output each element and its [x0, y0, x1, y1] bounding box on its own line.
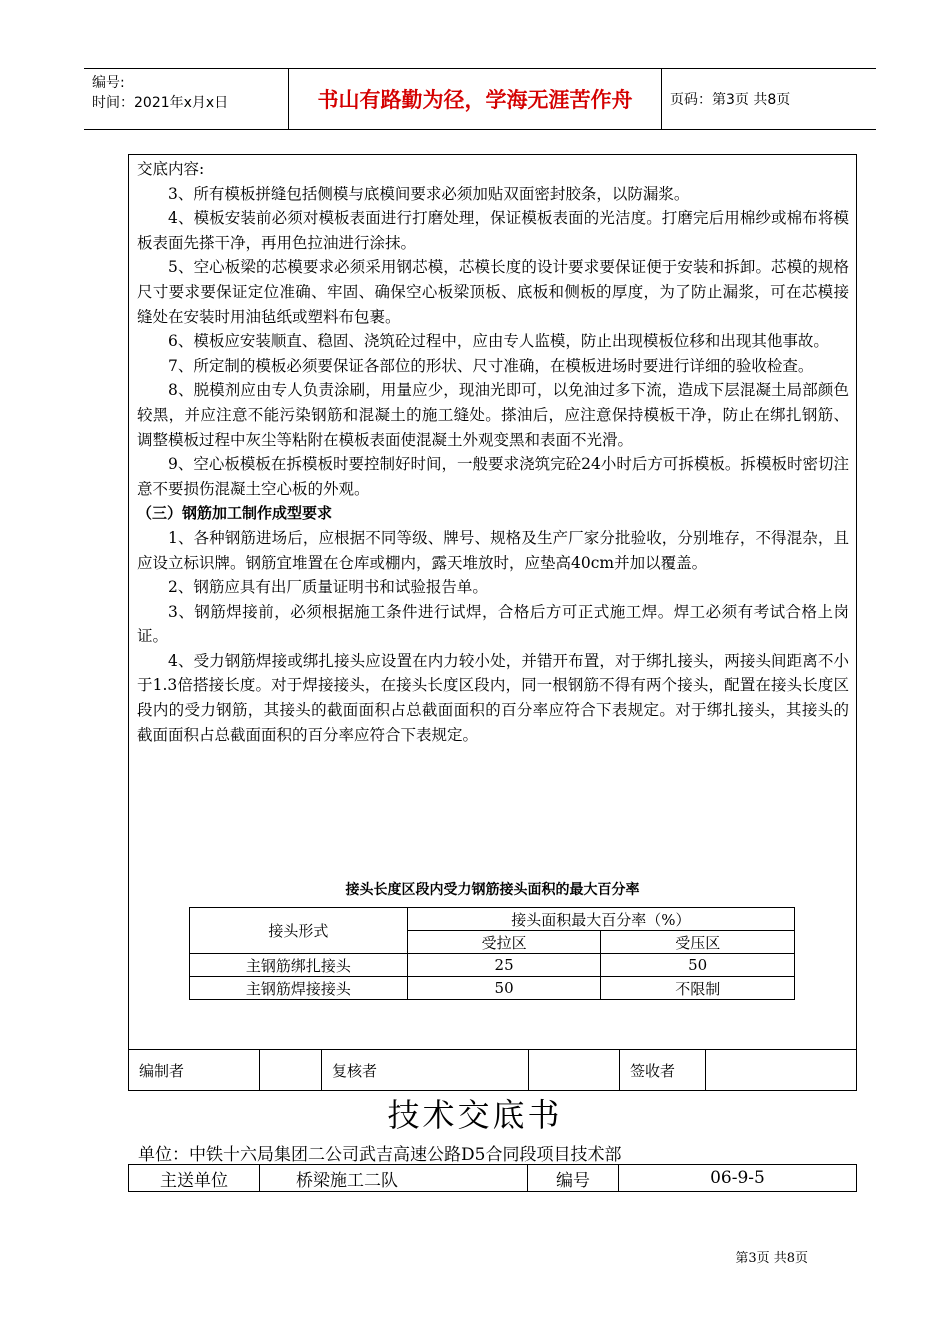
cell-type: 主钢筋焊接接头: [190, 977, 408, 1000]
header-page-info: 页码：第3页 共8页: [670, 92, 791, 108]
editor-label: 编制者: [129, 1050, 260, 1090]
header-time: 时间：2021年x月x日: [92, 95, 229, 111]
table-row: [190, 908, 795, 931]
header-motto: 书山有路勤为径，学海无涯苦作舟: [288, 69, 662, 129]
paragraph: 7、所定制的模板必须要保证各部位的形状、尺寸准确，在模板进场时要进行详细的验收检查。: [168, 356, 814, 375]
header-number-label: 编号:: [92, 75, 125, 91]
send-label: 主送单位: [129, 1165, 260, 1191]
cell-tension: 50: [407, 977, 601, 1000]
paragraph: 5、空心板梁的芯模要求必须采用钢芯模，芯模长度的设计要求要保证便于安装和拆卸。芯模的规格尺寸要求要保证定位准确、牢固、确保空心板梁顶板、底板和侧板的厚度，为了防止漏浆，可在芯模接缝处在安装时用油毡纸或塑料布包裹。: [137, 258, 849, 326]
content-box: [128, 154, 857, 1050]
paragraph: 1、各种钢筋进场后，应根据不同等级、牌号、规格及生产厂家分批验收，分别堆存，不得混杂，且应设立标识牌。钢筋宜堆置在仓库或棚内，露天堆放时，应垫高40cm并加以覆盖。: [137, 528, 849, 572]
cell-compression: 50: [601, 954, 795, 977]
reviewer-field: [529, 1050, 620, 1090]
paragraph: 8、脱模剂应由专人负责涂刷，用量应少，现油光即可，以免油过多下流，造成下层混凝土局部颜色较黑，并应注意不能污染钢筋和混凝土的施工缝处。搽油后，应注意保持模板干净，防止在绑扎钢筋、调整模板过程中灰尘等粘附在模板表面使混凝土外观变黑和表面不光滑。: [137, 381, 849, 449]
cell-compression: 不限制: [601, 977, 795, 1000]
paragraph: 3、所有模板拼缝包括侧模与底模间要求必须加贴双面密封胶条，以防漏浆。: [168, 184, 690, 203]
cell-tension: 25: [407, 954, 601, 977]
document-title: 技术交底书: [387, 1096, 563, 1134]
unit-line: 单位：中铁十六局集团二公司武吉高速公路D5合同段项目技术部: [138, 1145, 622, 1165]
intro-label: 交底内容:: [137, 160, 205, 178]
paragraph: 3、钢筋焊接前，必须根据施工条件进行试焊，合格后方可正式施工焊。焊工必须有考试合格上岗证。: [137, 602, 849, 646]
editor-field: [260, 1050, 322, 1090]
header-max-pct: 接头面积最大百分率（%）: [407, 908, 794, 931]
paragraph: 2、钢筋应具有出厂质量证明书和试验报告单。: [168, 578, 488, 597]
table-row: [190, 954, 795, 977]
send-value: 桥梁施工二队: [260, 1165, 528, 1191]
receiver-field: [706, 1050, 856, 1090]
paragraph: 4、模板安装前必须对模板表面进行打磨处理，保证模板表面的光洁度。打磨完后用棉纱或棉布将模板表面先搽干净，再用色拉油进行涂抹。: [137, 209, 849, 252]
send-row: [128, 1164, 857, 1192]
cell-type: 主钢筋绑扎接头: [190, 954, 408, 977]
header-meta: [84, 69, 288, 129]
section-title: （三）钢筋加工制作成型要求: [137, 504, 333, 523]
header-tension: 受拉区: [407, 931, 601, 954]
paragraph: 9、空心板模板在拆模板时要控制好时间，一般要求浇筑完砼24小时后方可拆模板。拆模板时密切注意不要损伤混凝土空心板的外观。: [137, 455, 849, 498]
receiver-label: 签收者: [620, 1050, 706, 1090]
content-text: [137, 157, 849, 747]
header-compression: 受压区: [601, 931, 795, 954]
signature-row: [128, 1049, 857, 1091]
table-row: [190, 977, 795, 1000]
number-label: 编号: [528, 1165, 619, 1191]
number-value: 06-9-5: [710, 1168, 765, 1188]
reviewer-label: 复核者: [322, 1050, 529, 1090]
page-footer: 第3页 共8页: [735, 1251, 808, 1266]
paragraph: 6、模板应安装顺直、稳固、浇筑砼过程中，应由专人监模，防止出现模板位移和出现其他事故。: [168, 332, 829, 351]
page-header: [84, 68, 876, 130]
table-title: 接头长度区段内受力钢筋接头面积的最大百分率: [345, 882, 640, 898]
paragraph: 4、受力钢筋焊接或绑扎接头应设置在内力较小处，并错开布置，对于绑扎接头，两接头间距离不小于1.3倍搭接长度。对于焊接接头，在接头长度区段内，同一根钢筋不得有两个接头，配置在接头长度区段内的受力钢筋，其接头的截面面积占总截面面积的百分率应符合下表规定。对于绑扎接头，其接头的截面面积占总截面面积的百分率应符合下表规定。: [137, 651, 849, 744]
header-joint-type: 接头形式: [190, 908, 408, 954]
splice-percentage-table: [189, 907, 795, 1000]
